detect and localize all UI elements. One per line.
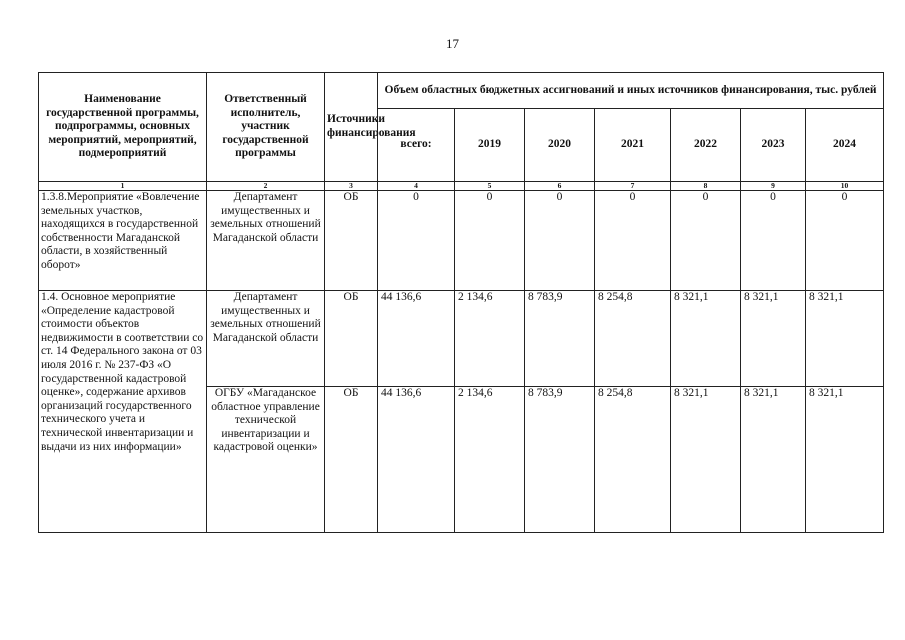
row-value: 8 321,1 bbox=[741, 291, 806, 387]
row-value: 8 321,1 bbox=[671, 387, 741, 533]
row-total: 44 136,6 bbox=[378, 291, 455, 387]
row-value: 0 bbox=[671, 191, 741, 291]
header-year: 2022 bbox=[671, 108, 741, 181]
column-number: 8 bbox=[671, 182, 741, 191]
column-number: 9 bbox=[741, 182, 806, 191]
row-value: 0 bbox=[806, 191, 884, 291]
row-name: 1.4. Основное мероприятие «Определение кадастровой стоимости объектов недвижимости в соответствии со ст. 14 Федерального закона от 03 июля 2016 г. № 237-ФЗ «О государственной кадастровой оценке», содержание архивов организаций государственного технического учета и технической инвентаризации и выдачи из них информации» bbox=[39, 291, 207, 533]
header-year: 2024 bbox=[806, 108, 884, 181]
row-value: 8 321,1 bbox=[671, 291, 741, 387]
column-number: 6 bbox=[525, 182, 595, 191]
row-name: 1.3.8.Мероприятие «Вовлечение земельных участков, находящихся в государственной собственности Магаданской области, в хозяйственный оборот» bbox=[39, 191, 207, 291]
row-value: 0 bbox=[741, 191, 806, 291]
row-value: 0 bbox=[455, 191, 525, 291]
column-numbers-row bbox=[39, 182, 884, 191]
header-responsible: Ответственный исполнитель, участник государственной программы bbox=[207, 73, 325, 182]
row-responsible: ОГБУ «Магаданское областное управление технической инвентаризации и кадастровой оценки» bbox=[207, 387, 325, 533]
row-value: 2 134,6 bbox=[455, 387, 525, 533]
header-funding-group: Объем областных бюджетных ассигнований и иных источников финансирования, тыс. рублей bbox=[378, 73, 884, 109]
column-number: 10 bbox=[806, 182, 884, 191]
header-year: 2019 bbox=[455, 108, 525, 181]
row-responsible: Департамент имущественных и земельных отношений Магаданской области bbox=[207, 191, 325, 291]
header-year: 2020 bbox=[525, 108, 595, 181]
budget-table bbox=[38, 72, 884, 533]
row-value: 8 254,8 bbox=[595, 387, 671, 533]
row-value: 8 254,8 bbox=[595, 291, 671, 387]
row-value: 0 bbox=[595, 191, 671, 291]
row-responsible: Департамент имущественных и земельных отношений Магаданской области bbox=[207, 291, 325, 387]
header-year: 2023 bbox=[741, 108, 806, 181]
row-value: 2 134,6 bbox=[455, 291, 525, 387]
column-number: 2 bbox=[207, 182, 325, 191]
row-total: 0 bbox=[378, 191, 455, 291]
column-number: 5 bbox=[455, 182, 525, 191]
header-year: 2021 bbox=[595, 108, 671, 181]
table-row bbox=[39, 291, 884, 387]
row-source: ОБ bbox=[325, 191, 378, 291]
row-value: 8 321,1 bbox=[741, 387, 806, 533]
row-value: 8 321,1 bbox=[806, 387, 884, 533]
header-source: Источники финансирования bbox=[325, 73, 378, 182]
row-value: 8 783,9 bbox=[525, 387, 595, 533]
column-number: 1 bbox=[39, 182, 207, 191]
row-value: 8 321,1 bbox=[806, 291, 884, 387]
row-source: ОБ bbox=[325, 387, 378, 533]
row-total: 44 136,6 bbox=[378, 387, 455, 533]
row-source: ОБ bbox=[325, 291, 378, 387]
column-number: 4 bbox=[378, 182, 455, 191]
page-number: 17 bbox=[446, 36, 459, 51]
row-value: 8 783,9 bbox=[525, 291, 595, 387]
header-name: Наименование государственной программы, подпрограммы, основных мероприятий, мероприятий, подмероприятий bbox=[39, 73, 207, 182]
row-value: 0 bbox=[525, 191, 595, 291]
header-total: всего: bbox=[378, 108, 455, 181]
header-row bbox=[39, 73, 884, 109]
column-number: 7 bbox=[595, 182, 671, 191]
column-number: 3 bbox=[325, 182, 378, 191]
table-row bbox=[39, 191, 884, 291]
